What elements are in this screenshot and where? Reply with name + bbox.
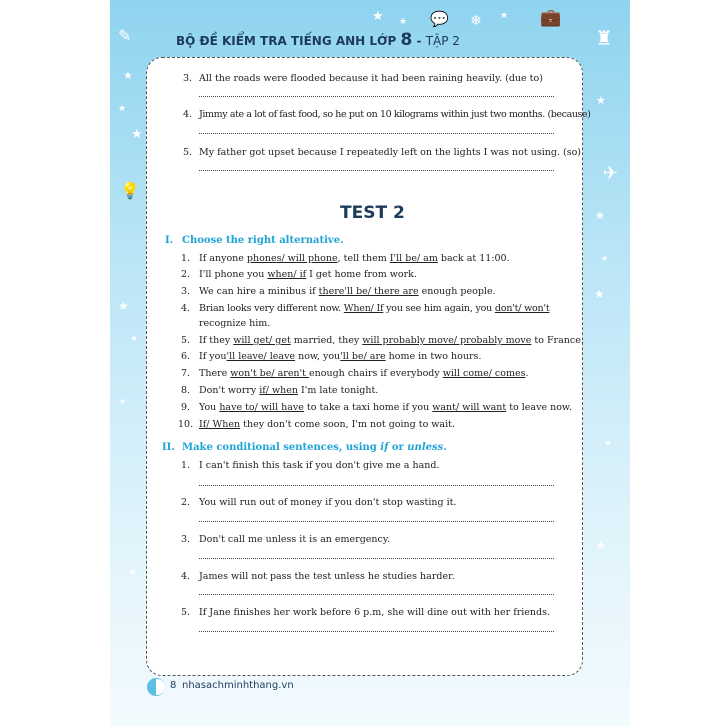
text: You: [199, 402, 220, 413]
text: home in two hours.: [385, 351, 482, 362]
list-item: [178, 419, 193, 431]
section-roman: II.: [162, 442, 175, 453]
list-item: [181, 385, 190, 397]
header-volume: TẬP 2: [425, 34, 460, 48]
publisher-website[interactable]: nhasachminhthang.vn: [182, 680, 294, 691]
item-number: 3.: [183, 73, 193, 84]
answer-line[interactable]: [199, 521, 554, 522]
test-title: TEST 2: [340, 203, 405, 223]
list-item: [181, 402, 190, 414]
list-item: [199, 335, 584, 347]
sentence-text: All the roads were flooded because it had been raining heavily. (due to): [199, 73, 543, 84]
text: If anyone: [199, 253, 247, 264]
text: .: [525, 368, 529, 379]
item-number: 2.: [181, 497, 191, 508]
sentence-text: I can't finish this task if you don't give me a hand.: [199, 460, 440, 471]
star-icon: ★: [372, 9, 384, 24]
text: back at 11:00.: [437, 253, 510, 264]
book-header: [176, 30, 460, 50]
option-choice[interactable]: will come/ comes: [442, 368, 526, 379]
sentence-text: My father got upset because I repeatedly left on the lights I was not using. (so): [199, 147, 582, 158]
item-number: 3.: [181, 286, 191, 297]
star-icon: ★: [118, 104, 127, 114]
item-number: 1.: [181, 460, 191, 471]
item-number: 9.: [181, 402, 191, 413]
list-item: [199, 253, 510, 265]
list-item: [181, 303, 190, 315]
text: , tell them: [337, 253, 390, 264]
star-icon: ★: [130, 334, 139, 344]
keyword: unless: [407, 442, 444, 453]
text: There: [199, 368, 231, 379]
sentence-text: Jimmy ate a lot of fast food, so he put on 10 kilograms within just two months. (because): [199, 109, 591, 120]
answer-line[interactable]: [199, 558, 554, 559]
list-item: [181, 351, 190, 363]
list-item: [199, 419, 455, 431]
page-number: 8: [170, 680, 177, 691]
item-number: 1.: [181, 253, 191, 264]
list-item: [181, 286, 190, 298]
answer-line[interactable]: [199, 594, 554, 595]
text: Don't worry: [199, 385, 260, 396]
text: you see him again, you: [383, 303, 495, 314]
option-choice[interactable]: won't be/ aren't: [230, 368, 310, 379]
list-item: [199, 368, 529, 380]
section-heading: [182, 442, 447, 453]
star-icon: ★: [594, 287, 605, 301]
item-number: 4.: [181, 303, 191, 314]
star-icon: ★: [601, 254, 609, 263]
list-item: [181, 368, 190, 380]
answer-line[interactable]: [199, 631, 554, 632]
text: they don't come soon, I'm not going to wait.: [240, 419, 455, 430]
list-item: [199, 286, 496, 298]
star-icon: ★: [595, 209, 605, 222]
header-title: BỘ ĐỀ KIỂM TRA TIẾNG ANH LỚP: [176, 34, 397, 48]
star-icon: ★: [118, 299, 129, 313]
star-icon: ★: [596, 539, 606, 552]
tower-doodle-icon: ♜: [595, 26, 613, 50]
star-icon: ★: [119, 397, 127, 406]
item-number: 3.: [181, 534, 191, 545]
item-number: 10.: [178, 419, 194, 430]
section-heading: Choose the right alternative.: [182, 235, 344, 246]
sentence-text: If Jane finishes her work before 6 p.m, she will dine out with her friends.: [199, 607, 551, 618]
option-choice[interactable]: if/ when: [259, 385, 298, 396]
text: If you: [199, 351, 227, 362]
text: or: [388, 442, 408, 453]
section-roman: I.: [165, 235, 174, 246]
option-choice[interactable]: If/ When: [199, 419, 241, 430]
text: If they: [199, 335, 234, 346]
list-item: [199, 402, 572, 414]
keyword: if: [380, 442, 389, 453]
answer-line[interactable]: [199, 133, 554, 134]
text: to leave now.: [506, 402, 572, 413]
text: to France.: [531, 335, 584, 346]
option-choice[interactable]: there'll be/ there are: [318, 286, 419, 297]
option-choice[interactable]: I'll be/ am: [389, 253, 438, 264]
star-icon: ★: [596, 94, 606, 107]
text: I'm late tonight.: [298, 385, 379, 396]
list-item: [181, 335, 190, 347]
list-item: [181, 269, 190, 281]
item-number: 2.: [181, 269, 191, 280]
text: married, they: [290, 335, 363, 346]
star-icon: ★: [123, 69, 133, 82]
text: enough people.: [418, 286, 496, 297]
item-number: 4.: [181, 571, 191, 582]
list-item-continuation: recognize him.: [199, 318, 271, 329]
text: We can hire a minibus if: [199, 286, 319, 297]
list-item: [199, 303, 550, 315]
sentence-text: You will run out of money if you don't stop wasting it.: [199, 497, 457, 508]
option-choice[interactable]: when/ if: [267, 269, 307, 280]
option-choice[interactable]: 'll leave/ leave: [226, 351, 296, 362]
star-icon: ★: [128, 567, 137, 578]
sentence-text: James will not pass the test unless he studies harder.: [199, 571, 455, 582]
lightbulb-doodle-icon: 💡: [120, 181, 140, 200]
item-number: 8.: [181, 385, 191, 396]
notepad-doodle-icon: ✎: [118, 26, 132, 45]
answer-line[interactable]: [199, 96, 554, 97]
item-number: 7.: [181, 368, 191, 379]
option-choice[interactable]: want/ will want: [432, 402, 507, 413]
option-choice[interactable]: When/ If: [343, 303, 384, 314]
option-choice[interactable]: have to/ will have: [219, 402, 304, 413]
option-choice[interactable]: phones/ will phone: [246, 253, 338, 264]
star-icon: ★: [604, 439, 613, 449]
answer-line[interactable]: [199, 485, 554, 486]
header-grade: 8: [400, 30, 413, 50]
header-separator: -: [416, 34, 422, 48]
speech-bubble-doodle-icon: 💬: [430, 10, 449, 28]
star-icon: ★: [131, 127, 143, 142]
briefcase-doodle-icon: 💼: [540, 8, 562, 28]
list-item: [199, 269, 417, 281]
text: Brian looks very different now.: [199, 303, 344, 314]
text: now, you: [295, 351, 341, 362]
list-item: [181, 253, 190, 265]
snowflake-icon: ❄: [470, 13, 482, 29]
text: I'll phone you: [199, 269, 268, 280]
option-choice[interactable]: will get/ get: [233, 335, 291, 346]
text: .: [443, 442, 447, 453]
text: to take a taxi home if you: [303, 402, 433, 413]
option-choice[interactable]: don't/ won't: [494, 303, 550, 314]
option-choice[interactable]: 'll be/ are: [340, 351, 386, 362]
item-number: 5.: [181, 607, 191, 618]
sentence-text: Don't call me unless it is an emergency.: [199, 534, 390, 545]
text: Make conditional sentences, using: [182, 442, 381, 453]
item-number: 5.: [181, 335, 191, 346]
text: I get home from work.: [306, 269, 417, 280]
item-number: 4.: [183, 109, 193, 120]
list-item: [199, 351, 481, 363]
option-choice[interactable]: will probably move/ probably move: [362, 335, 532, 346]
item-number: 6.: [181, 351, 191, 362]
paper-plane-doodle-icon: ✈: [603, 163, 619, 184]
answer-line[interactable]: [199, 170, 554, 171]
text: enough chairs if everybody: [309, 368, 443, 379]
star-icon: ★: [399, 17, 408, 27]
list-item: [199, 385, 378, 397]
item-number: 5.: [183, 147, 193, 158]
star-icon: ★: [500, 11, 509, 21]
